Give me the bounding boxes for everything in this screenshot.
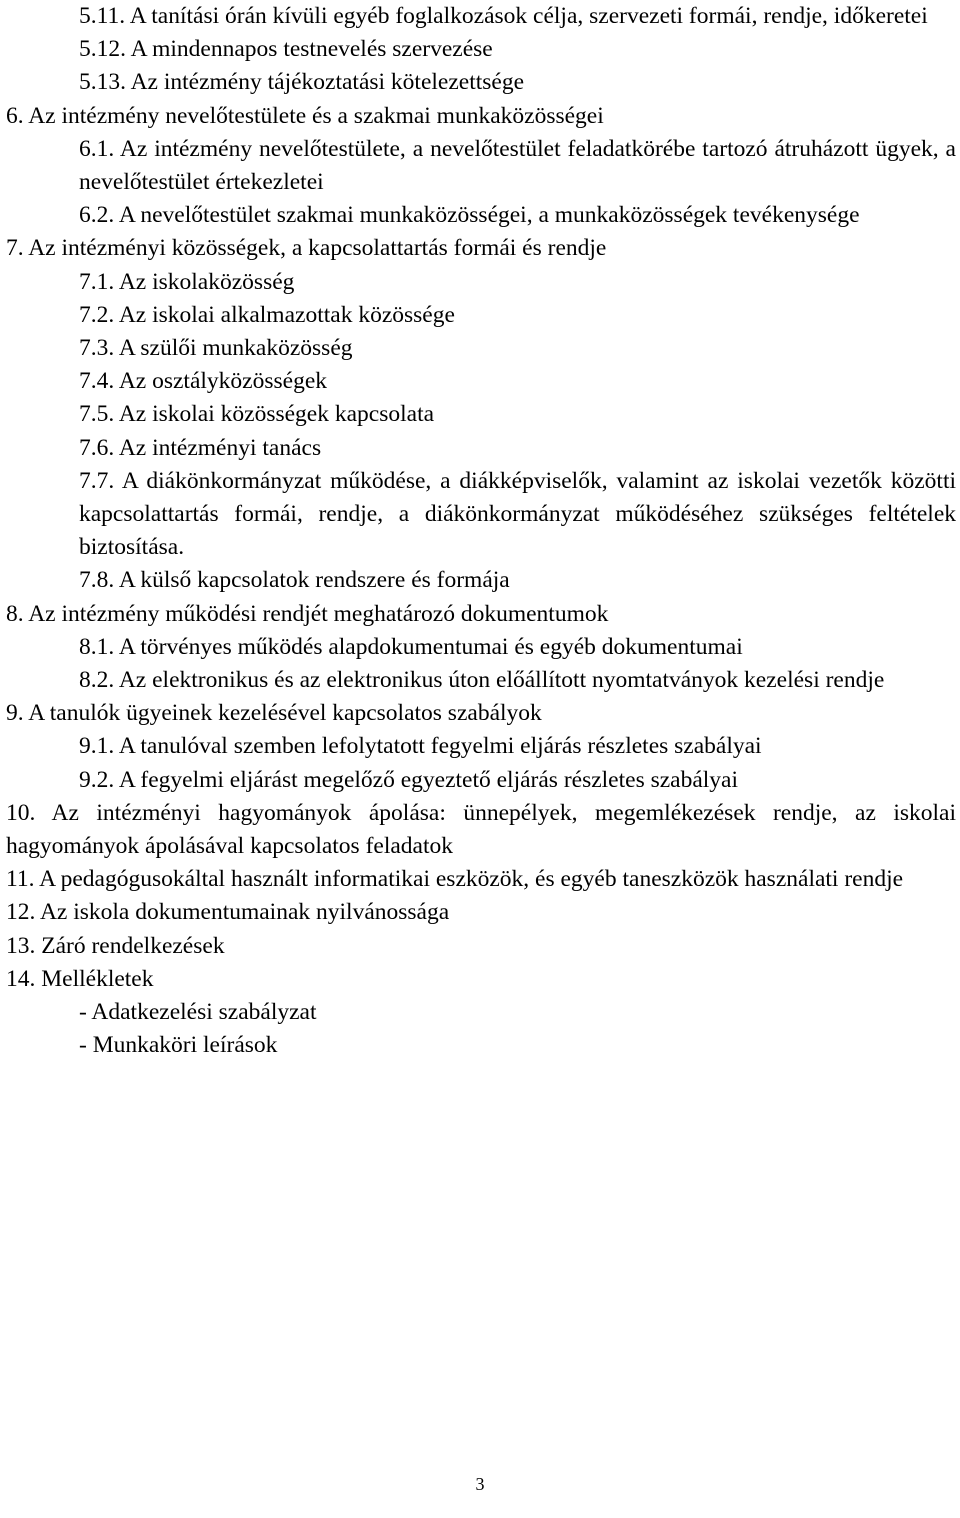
toc-entry-8-1: 8.1. A törvényes működés alapdokumentumai és egyéb dokumentumai bbox=[79, 633, 743, 660]
toc-entry-6-2: 6.2. A nevelőtestület szakmai munkaközösségei, a munkaközösségek tevékenysége bbox=[79, 202, 860, 229]
toc-entry-7-5: 7.5. Az iskolai közösségek kapcsolata bbox=[79, 401, 435, 428]
toc-entry-7-6: 7.6. Az intézményi tanács bbox=[79, 434, 322, 461]
toc-entry-5-12: 5.12. A mindennapos testnevelés szervezése bbox=[79, 36, 493, 63]
toc-entry-7-1: 7.1. Az iskolaközösség bbox=[79, 268, 295, 295]
toc-entry-10: 10. Az intézményi hagyományok ápolása: ünnepélyek, megemlékezések rendje, az iskolai hagyományok ápolásával kapcsolatos feladatok bbox=[6, 799, 956, 860]
toc-entry-5-11: 5.11. A tanítási órán kívüli egyéb foglalkozások célja, szervezeti formái, rendje, időkeretei bbox=[79, 3, 928, 29]
toc-entry-13: 13. Záró rendelkezések bbox=[6, 932, 225, 959]
toc-entry-5-13: 5.13. Az intézmény tájékoztatási kötelezettsége bbox=[79, 69, 525, 96]
toc-entry-7-4: 7.4. Az osztályközösségek bbox=[79, 368, 328, 395]
toc-entry-9-1: 9.1. A tanulóval szemben lefolytatott fegyelmi eljárás részletes szabályai bbox=[79, 733, 762, 760]
toc-attachment-adatkezelesi: - Adatkezelési szabályzat bbox=[79, 999, 317, 1026]
toc-entry-9-2: 9.2. A fegyelmi eljárást megelőző egyeztető eljárás részletes szabályai bbox=[79, 766, 739, 793]
toc-entry-6: 6. Az intézmény nevelőtestülete és a szakmai munkaközösségei bbox=[6, 102, 604, 129]
toc-entry-7-2: 7.2. Az iskolai alkalmazottak közössége bbox=[79, 301, 455, 328]
toc-entry-12: 12. Az iskola dokumentumainak nyilvánossága bbox=[6, 899, 450, 926]
toc-entry-8-2: 8.2. Az elektronikus és az elektronikus úton előállított nyomtatványok kezelési rendje bbox=[79, 667, 885, 694]
toc-entry-7: 7. Az intézményi közösségek, a kapcsolattartás formái és rendje bbox=[6, 235, 607, 262]
toc-attachment-munkakori: - Munkaköri leírások bbox=[79, 1032, 278, 1059]
toc-entry-14: 14. Mellékletek bbox=[6, 965, 154, 992]
toc-entry-6-1: 6.1. Az intézmény nevelőtestülete, a nevelőtestület feladatkörébe tartozó átruházott ügyek, a nevelőtestület értekezletei bbox=[79, 135, 956, 196]
toc-entry-8: 8. Az intézmény működési rendjét meghatározó dokumentumok bbox=[6, 600, 609, 627]
toc-entry-7-8: 7.8. A külső kapcsolatok rendszere és formája bbox=[79, 567, 510, 594]
toc-entry-7-3: 7.3. A szülői munkaközösség bbox=[79, 335, 353, 362]
toc-entry-11: 11. A pedagógusokáltal használt informatikai eszközök, és egyéb taneszközök használati rendje bbox=[6, 866, 904, 893]
toc-entry-7-7: 7.7. A diákönkormányzat működése, a diákképviselők, valamint az iskolai vezetők közötti kapcsolattartás formái, rendje, a diákönkormányzat működéséhez szükséges feltételek biztosítása. bbox=[79, 467, 956, 561]
toc-entry-9: 9. A tanulók ügyeinek kezelésével kapcsolatos szabályok bbox=[6, 700, 542, 727]
page-number: 3 bbox=[475, 1474, 485, 1494]
